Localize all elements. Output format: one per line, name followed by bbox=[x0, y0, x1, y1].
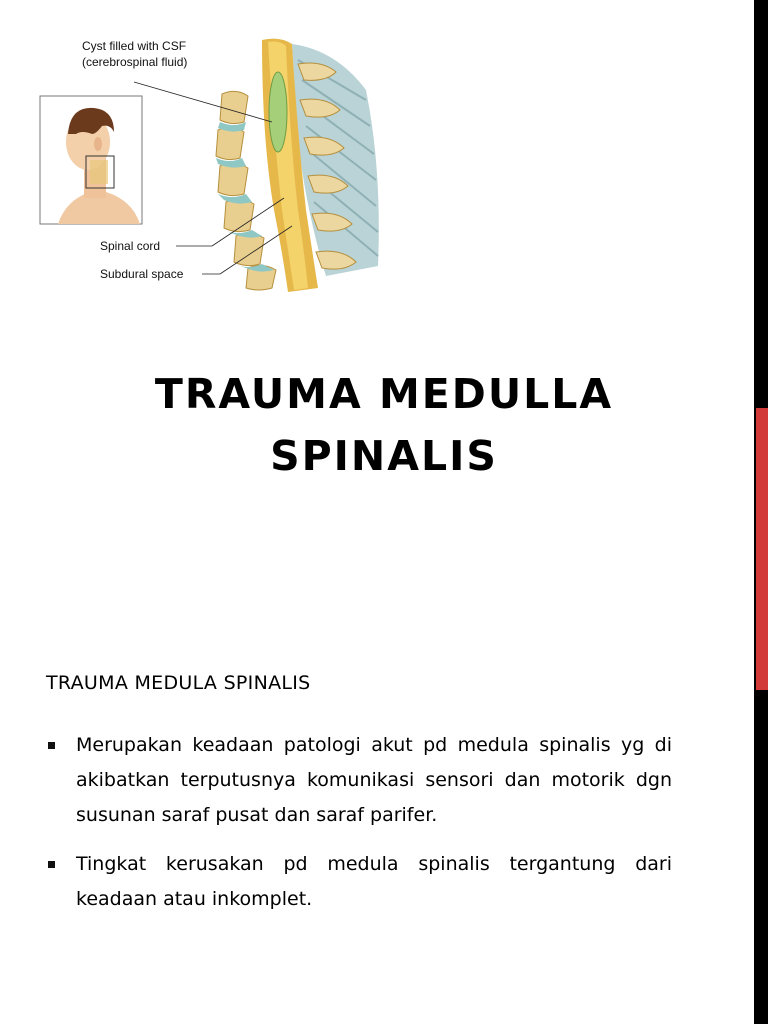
slide-title bbox=[0, 363, 768, 487]
section-heading: TRAUMA MEDULA SPINALIS bbox=[46, 672, 311, 694]
slide-title-line-1: TRAUMA MEDULLA bbox=[154, 370, 614, 419]
head-inset-figure bbox=[40, 96, 142, 224]
square-bullet-icon bbox=[48, 742, 55, 749]
label-cyst-sub: (cerebrospinal fluid) bbox=[82, 55, 188, 69]
label-spinal-cord: Spinal cord bbox=[100, 239, 161, 253]
square-bullet-icon bbox=[48, 861, 55, 868]
bullet-list bbox=[46, 728, 672, 931]
bullet-item bbox=[46, 847, 672, 917]
spine-cross-section bbox=[216, 39, 379, 292]
slide-title-line-2: SPINALIS bbox=[270, 432, 498, 481]
bullet-text: Merupakan keadaan patologi akut pd medula spinalis yg di akibatkan terputusnya komunikasi sensori dan motorik dgn susunan saraf pusat dan saraf parifer. bbox=[76, 734, 672, 826]
label-subdural-space: Subdural space bbox=[100, 267, 184, 281]
label-cyst: Cyst filled with CSF bbox=[82, 39, 187, 53]
spinal-cord-illustration bbox=[36, 30, 396, 292]
bullet-item bbox=[46, 728, 672, 833]
bullet-text: Tingkat kerusakan pd medula spinalis tergantung dari keadaan atau inkomplet. bbox=[76, 853, 672, 910]
